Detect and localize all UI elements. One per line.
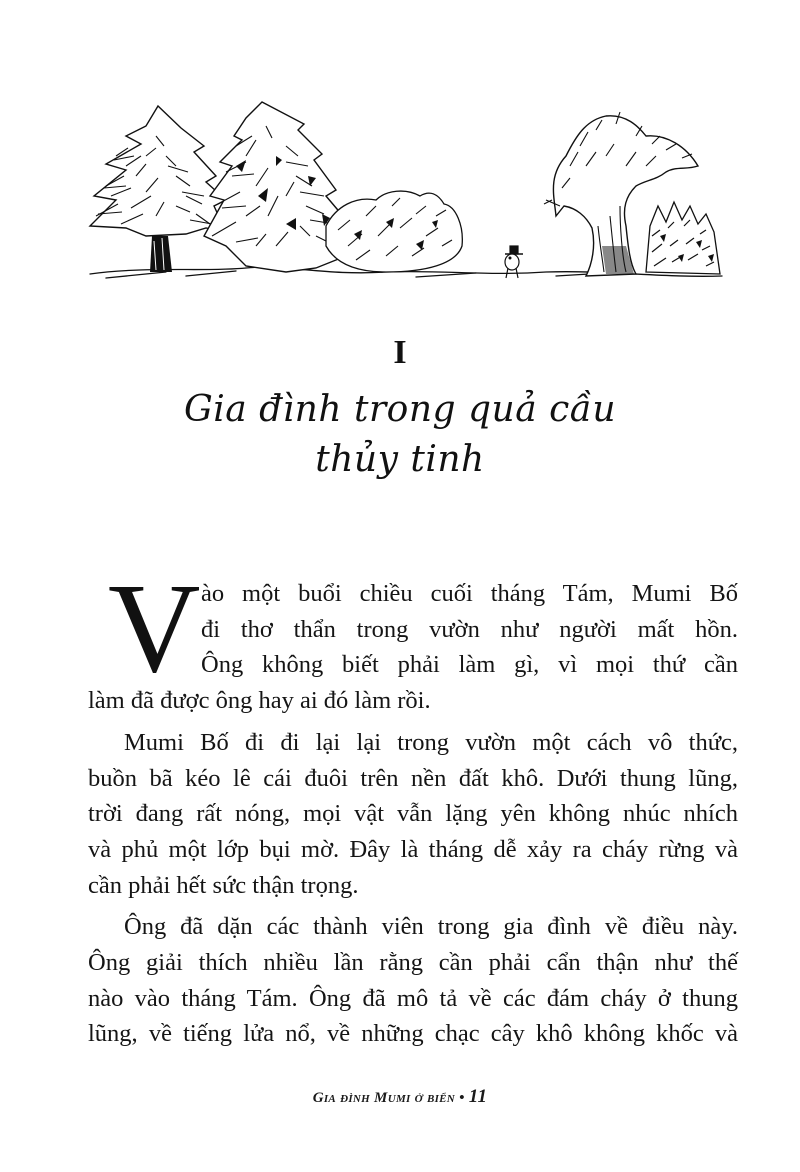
- running-footer: [0, 1086, 800, 1108]
- text-line: và phủ một lớp bụi mờ. Đây là tháng dễ xảy ra cháy rừng và: [88, 835, 738, 863]
- text-line: Ông đã dặn các thành viên trong gia đình về điều này.: [124, 913, 738, 941]
- text-line: nào vào tháng Tám. Ông đã mô tả về các đám cháy ở thung: [88, 984, 738, 1012]
- text-line: lũng, về tiếng lửa nổ, về những chạc cây khô không khốc và: [88, 1020, 738, 1048]
- chapter-number: I: [393, 334, 407, 371]
- text-line: ào một buổi chiều cuối tháng Tám, Mumi Bố: [201, 580, 738, 607]
- text-line: Mumi Bố đi đi lại lại trong vườn một cách vô thức,: [124, 728, 738, 756]
- forest-illustration-icon: [86, 96, 726, 296]
- text-line: cần phải hết sức thận trọng.: [88, 871, 359, 899]
- page-number: 11: [468, 1086, 488, 1107]
- footer-book-title: Gia đình Mumi ở biển: [312, 1090, 456, 1106]
- drop-cap: V: [108, 557, 201, 699]
- paragraph-1: [88, 557, 738, 719]
- text-line: buồn bã kéo lê cái đuôi trên nền đất khô. Dưới thung lũng,: [88, 764, 738, 792]
- paragraph-3: [88, 909, 738, 1052]
- text-line: đi thơ thẩn trong vườn như người mất hồn.: [201, 615, 738, 643]
- body-text: [88, 557, 738, 1058]
- text-line: trời đang rất nóng, mọi vật vẫn lặng yên không nhúc nhích: [88, 800, 738, 828]
- text-line: Ông giải thích nhiều lần rằng cần phải cẩn thận như thế: [88, 949, 738, 977]
- chapter-title-line-1: Gia đình trong quả cầu: [183, 389, 617, 430]
- footer-separator: •: [459, 1090, 465, 1106]
- paragraph-2: [88, 725, 738, 904]
- text-line: làm đã được ông hay ai đó làm rồi.: [88, 687, 431, 715]
- chapter-title-line-2: thủy tinh: [315, 439, 485, 480]
- chapter-title: [0, 385, 800, 485]
- text-line: Ông không biết phải làm gì, vì mọi thứ cần: [201, 651, 738, 679]
